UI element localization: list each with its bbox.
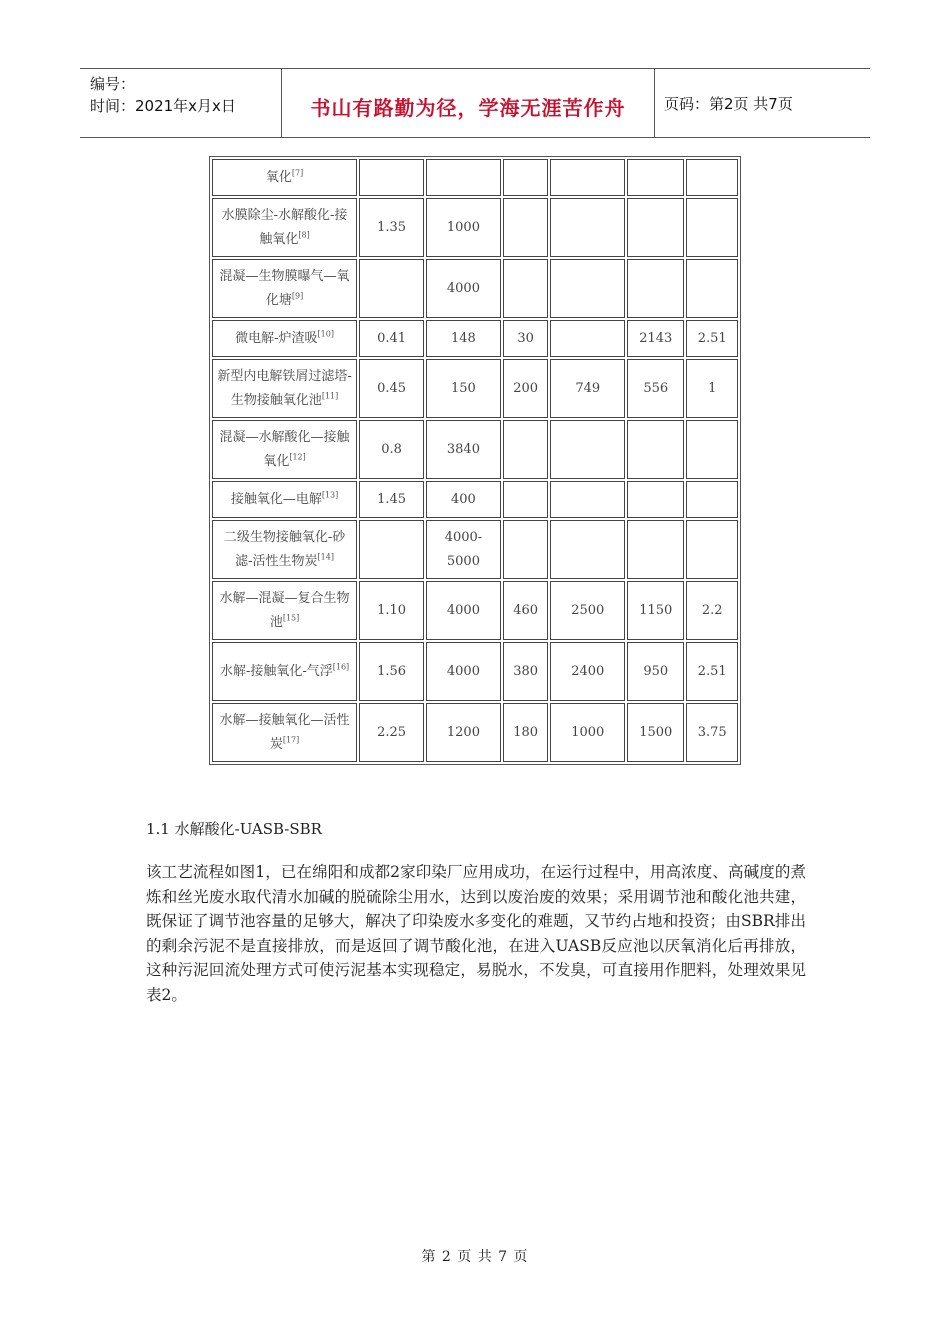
value-cell: 1150 — [627, 581, 684, 640]
value-cell: 180 — [503, 703, 549, 762]
value-cell: 2400 — [550, 642, 625, 701]
value-cell: 4000 — [426, 642, 501, 701]
value-cell — [503, 481, 549, 518]
value-cell: 2.51 — [686, 320, 738, 357]
value-cell: 3.75 — [686, 703, 738, 762]
value-cell: 950 — [627, 642, 684, 701]
value-cell: 4000-5000 — [426, 520, 501, 579]
value-cell — [503, 198, 549, 257]
value-cell: 4000 — [426, 259, 501, 318]
value-cell — [686, 198, 738, 257]
value-cell: 1.10 — [359, 581, 424, 640]
table-body — [212, 159, 738, 762]
value-cell: 2500 — [550, 581, 625, 640]
value-cell: 1200 — [426, 703, 501, 762]
value-cell — [503, 420, 549, 479]
value-cell: 0.45 — [359, 359, 424, 418]
value-cell — [550, 198, 625, 257]
process-name-cell — [212, 159, 357, 196]
table-row — [212, 159, 738, 196]
process-comparison-table — [209, 156, 741, 765]
value-cell — [503, 159, 549, 196]
value-cell — [503, 259, 549, 318]
reference-marker: [15] — [282, 613, 300, 623]
value-cell — [627, 159, 684, 196]
value-cell: 2143 — [627, 320, 684, 357]
table-row — [212, 481, 738, 518]
value-cell — [359, 159, 424, 196]
value-cell: 0.41 — [359, 320, 424, 357]
process-name-cell — [212, 359, 357, 418]
process-name-cell — [212, 642, 357, 701]
document-number-label: 编号： — [90, 75, 136, 93]
value-cell: 4000 — [426, 581, 501, 640]
value-cell — [686, 159, 738, 196]
value-cell: 400 — [426, 481, 501, 518]
page-header — [80, 68, 870, 138]
process-name: 氧化 — [265, 169, 292, 185]
value-cell: 749 — [550, 359, 625, 418]
header-motto-cell — [281, 69, 655, 137]
value-cell — [627, 481, 684, 518]
reference-marker: [17] — [282, 735, 300, 745]
process-name: 水解-接触氧化-气浮 — [219, 663, 333, 679]
process-name: 新型内电解铁屑过滤塔-生物接触氧化池 — [217, 368, 352, 408]
value-cell: 1.56 — [359, 642, 424, 701]
table-row — [212, 259, 738, 318]
table-row — [212, 520, 738, 579]
reference-marker: [8] — [298, 230, 310, 240]
value-cell: 1 — [686, 359, 738, 418]
value-cell: 2.2 — [686, 581, 738, 640]
value-cell: 30 — [503, 320, 549, 357]
table-row — [212, 420, 738, 479]
value-cell — [686, 420, 738, 479]
process-name: 水膜除尘-水解酸化-接触氧化 — [221, 207, 348, 247]
process-name-cell — [212, 198, 357, 257]
process-name-cell — [212, 520, 357, 579]
table-row — [212, 642, 738, 701]
reference-marker: [7] — [291, 168, 304, 178]
value-cell: 200 — [503, 359, 549, 418]
process-name-cell — [212, 703, 357, 762]
value-cell: 1500 — [627, 703, 684, 762]
value-cell — [627, 420, 684, 479]
process-name-cell — [212, 481, 357, 518]
value-cell: 148 — [426, 320, 501, 357]
reference-marker: [13] — [321, 490, 339, 500]
value-cell — [686, 481, 738, 518]
process-name: 水解—混凝—复合生物池 — [219, 590, 350, 630]
value-cell — [627, 198, 684, 257]
process-name: 混凝—生物膜曝气—氧化塘 — [219, 268, 350, 308]
value-cell: 380 — [503, 642, 549, 701]
process-name: 二级生物接触氧化-砂滤-活性生物炭 — [223, 529, 346, 569]
value-cell — [359, 520, 424, 579]
process-name-cell — [212, 259, 357, 318]
table-row — [212, 581, 738, 640]
table-row — [212, 320, 738, 357]
header-meta — [90, 73, 280, 117]
process-name: 混凝—水解酸化—接触氧化 — [219, 429, 350, 469]
reference-marker: [11] — [321, 391, 339, 401]
value-cell — [550, 320, 625, 357]
value-cell — [550, 159, 625, 196]
value-cell — [686, 259, 738, 318]
header-motto: 书山有路勤为径，学海无涯苦作舟 — [310, 95, 626, 120]
value-cell: 0.8 — [359, 420, 424, 479]
reference-marker: [9] — [291, 291, 304, 301]
value-cell: 1000 — [426, 198, 501, 257]
value-cell: 1.35 — [359, 198, 424, 257]
process-name: 微电解-炉渣吸 — [235, 330, 318, 346]
value-cell — [627, 520, 684, 579]
process-name-cell — [212, 581, 357, 640]
reference-marker: [10] — [317, 329, 334, 339]
value-cell: 2.25 — [359, 703, 424, 762]
value-cell — [686, 520, 738, 579]
process-name-cell — [212, 320, 357, 357]
value-cell: 1.45 — [359, 481, 424, 518]
value-cell — [550, 420, 625, 479]
value-cell: 3840 — [426, 420, 501, 479]
value-cell: 150 — [426, 359, 501, 418]
section-title: 1.1 水解酸化-UASB-SBR — [146, 820, 322, 838]
reference-marker: [12] — [289, 452, 306, 462]
value-cell — [503, 520, 549, 579]
table-row — [212, 703, 738, 762]
process-name: 水解—接触氧化—活性炭 — [219, 712, 350, 752]
process-name: 接触氧化—电解 — [230, 491, 322, 507]
value-cell — [627, 259, 684, 318]
value-cell — [550, 259, 625, 318]
section-paragraph: 该工艺流程如图1，已在绵阳和成都2家印染厂应用成功，在运行过程中，用高浓度、高碱度的煮炼和丝光废水取代清水加碱的脱硫除尘用水，达到以废治废的效果；采用调节池和酸化池共建，既保证了调节池容量的足够大，解决了印染废水多变化的难题，又节约占地和投资；由SBR排出的剩余污泥不是直接排放，而是返回了调节酸化池，在进入UASB反应池以厌氧消化后再排放，这种污泥回流处理方式可使污泥基本实现稳定，易脱水，不发臭，可直接用作肥料，处理效果见表2。 — [146, 863, 806, 1004]
value-cell — [359, 259, 424, 318]
value-cell — [550, 481, 625, 518]
value-cell: 2.51 — [686, 642, 738, 701]
page-footer: 第 2 页 共 7 页 — [421, 1249, 529, 1265]
reference-marker: [14] — [317, 552, 334, 562]
process-name-cell — [212, 420, 357, 479]
document-time-label: 时间：2021年x月x日 — [90, 97, 236, 115]
header-page-number: 页码：第2页 共7页 — [664, 95, 793, 113]
table-row — [212, 198, 738, 257]
value-cell — [550, 520, 625, 579]
reference-marker: [16] — [332, 662, 350, 672]
value-cell — [426, 159, 501, 196]
value-cell: 1000 — [550, 703, 625, 762]
value-cell: 556 — [627, 359, 684, 418]
value-cell: 460 — [503, 581, 549, 640]
table-row — [212, 359, 738, 418]
